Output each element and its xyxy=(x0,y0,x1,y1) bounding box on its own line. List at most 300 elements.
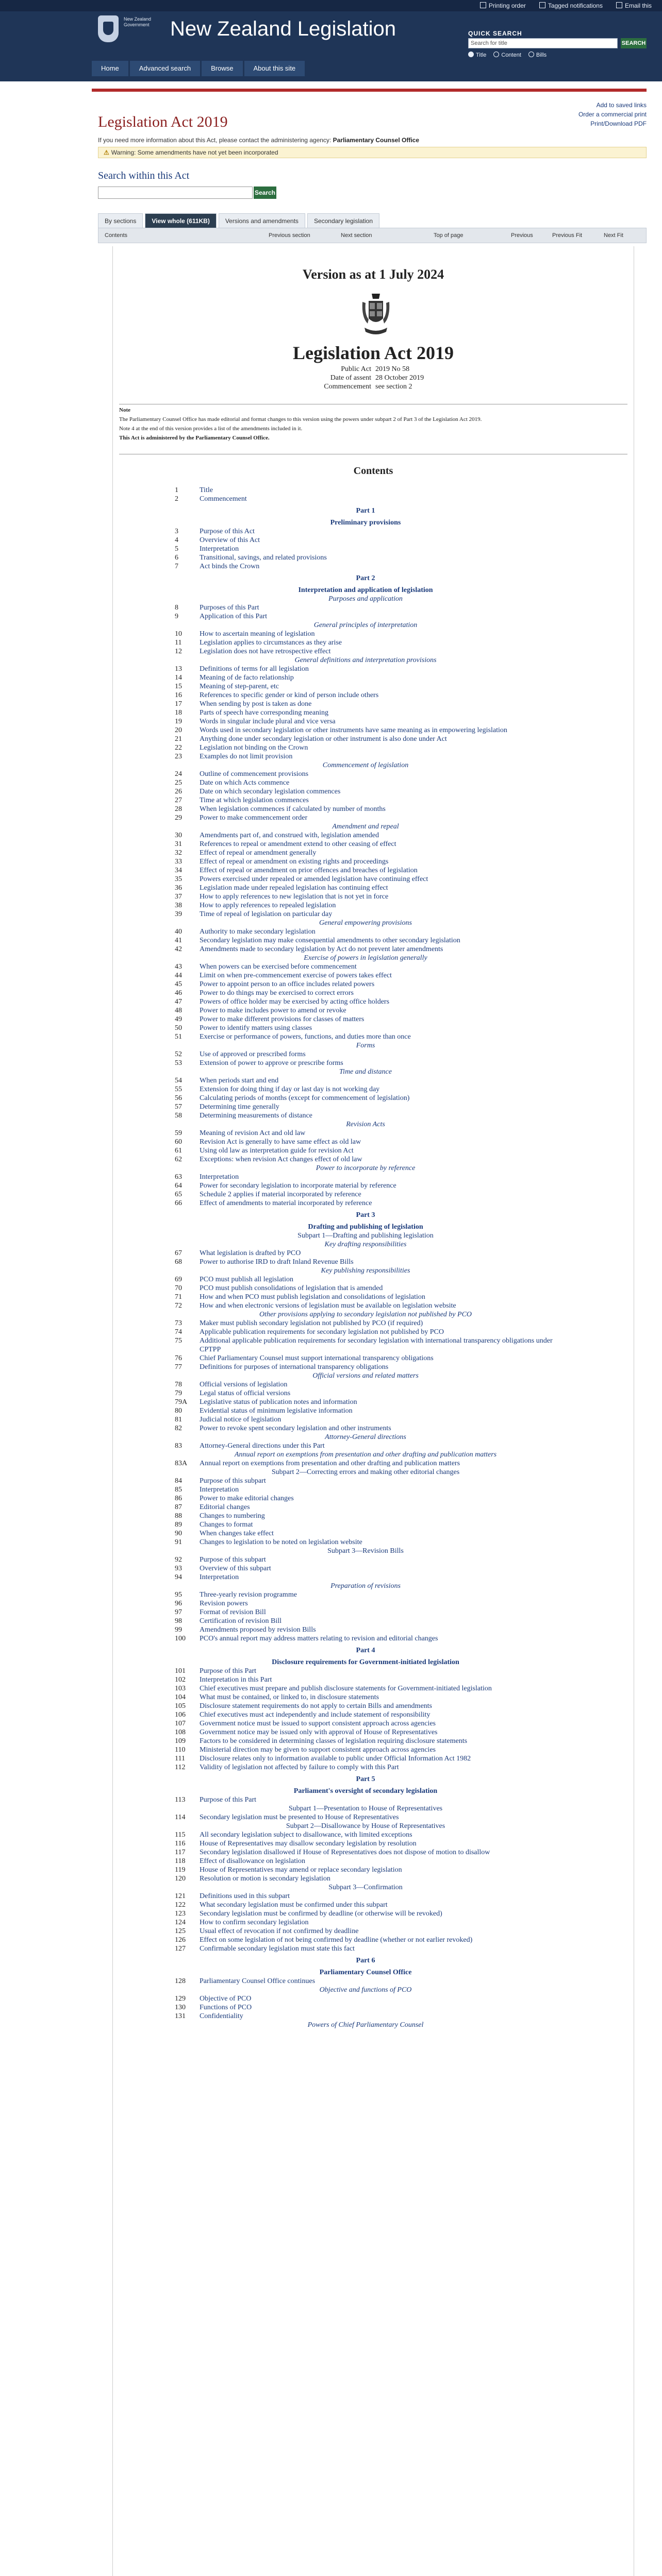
nav-home[interactable]: Home xyxy=(92,61,128,76)
toc-entry[interactable] xyxy=(175,927,556,936)
toc-section-title[interactable]: Evidential status of minimum legislative information xyxy=(200,1407,353,1415)
toc-part-heading[interactable]: Part 5 xyxy=(356,1775,375,1783)
toc-section-title[interactable]: Purpose of this Part xyxy=(200,1667,257,1675)
toc-section-title[interactable]: How to apply references to new legislation that is not yet in force xyxy=(200,893,389,901)
toc-part-heading[interactable]: Interpretation and application of legislation xyxy=(298,586,433,594)
order-print-link[interactable]: Order a commercial print xyxy=(578,111,647,118)
toc-section-title[interactable]: Validity of legislation not affected by failure to comply with this Part xyxy=(200,1764,399,1771)
toc-part-heading[interactable]: Part 4 xyxy=(356,1647,375,1654)
toc-section-title[interactable]: How and when PCO must publish legislation and consolidations of legislation xyxy=(200,1293,425,1301)
tab-secondary-legislation[interactable]: Secondary legislation xyxy=(307,213,379,228)
toc-section-title[interactable]: Judicial notice of legislation xyxy=(200,1416,282,1423)
toc-entry[interactable] xyxy=(175,1503,556,1512)
toc-section-title[interactable]: All secondary legislation subject to disallowance, with limited exceptions xyxy=(200,1831,412,1839)
toc-entry[interactable] xyxy=(175,1173,556,1181)
toc-entry[interactable] xyxy=(175,1363,556,1371)
toc-section-title[interactable]: Date on which secondary legislation commences xyxy=(200,788,341,795)
toc-section-title[interactable]: Calculating periods of months (except for commencement of legislation) xyxy=(200,1094,410,1102)
toc-entry[interactable] xyxy=(175,717,556,726)
toc-entry[interactable] xyxy=(175,1398,556,1406)
quick-search-input[interactable]: Search for title xyxy=(468,38,618,48)
toc-entry[interactable] xyxy=(175,1813,556,1822)
toc-part-heading[interactable]: Disclosure requirements for Government-initiated legislation xyxy=(272,1658,459,1666)
toc-entry[interactable] xyxy=(175,1684,556,1693)
admin-agency[interactable]: Parliamentary Counsel Office xyxy=(333,137,419,144)
toc-section-title[interactable]: Editorial changes xyxy=(200,1503,250,1511)
toc-entry[interactable] xyxy=(175,735,556,743)
toc-subpart-heading[interactable]: Subpart 1—Presentation to House of Representatives xyxy=(288,1805,443,1812)
next-fit-link[interactable]: Next Fit xyxy=(604,232,623,239)
toc-section-title[interactable]: Definitions for purposes of international transparency obligations xyxy=(200,1363,389,1371)
search-within-button[interactable]: Search xyxy=(254,187,276,199)
toc-section-title[interactable]: Legal status of official versions xyxy=(200,1389,291,1397)
nav-browse[interactable]: Browse xyxy=(202,61,242,76)
previous-section-link[interactable]: Previous section xyxy=(269,232,310,239)
toc-entry[interactable] xyxy=(175,875,556,884)
toc-entry[interactable] xyxy=(175,1909,556,1918)
toc-entry[interactable] xyxy=(175,536,556,545)
toc-entry[interactable] xyxy=(175,1857,556,1866)
toc-section-title[interactable]: Legislative status of publication notes and information xyxy=(200,1398,357,1406)
toc-entry[interactable] xyxy=(175,1155,556,1164)
toc-entry[interactable] xyxy=(175,997,556,1006)
toc-entry[interactable] xyxy=(175,1512,556,1520)
toc-section-title[interactable]: How and when electronic versions of legislation must be available on legislation website xyxy=(200,1302,456,1310)
toc-entry[interactable] xyxy=(175,1538,556,1547)
toc-section-title[interactable]: Confirmable secondary legislation must state this fact xyxy=(200,1945,355,1953)
toc-section-title[interactable]: Annual report on exemptions from presentation and other drafting and publication matters xyxy=(200,1460,460,1467)
toc-entry[interactable] xyxy=(175,1892,556,1901)
toc-entry[interactable] xyxy=(175,1667,556,1675)
toc-section-title[interactable]: Overview of this Act xyxy=(200,536,260,544)
toc-section-title[interactable]: Purpose of this Part xyxy=(200,1796,257,1804)
toc-section-title[interactable]: Secondary legislation disallowed if House of Representatives does not dispose of motion to disallow xyxy=(200,1849,490,1856)
toc-entry[interactable] xyxy=(175,486,556,495)
toc-section-title[interactable]: Legislation not binding on the Crown xyxy=(200,744,308,752)
toc-section-title[interactable]: Words in singular include plural and vice versa xyxy=(200,718,336,725)
toc-entry[interactable] xyxy=(175,1006,556,1015)
toc-entry[interactable] xyxy=(175,1319,556,1328)
toc-section-title[interactable]: Exceptions: when revision Act changes effect of old law xyxy=(200,1156,362,1163)
toc-section-title[interactable]: Chief executives must act independently and include statement of responsibility xyxy=(200,1711,431,1719)
toc-section-title[interactable]: PCO's annual report may address matters relating to revision and editorial changes xyxy=(200,1635,438,1642)
toc-section-title[interactable]: Amendments part of, and construed with, legislation amended xyxy=(200,832,379,839)
toc-section-title[interactable]: Power to make includes power to amend or revoke xyxy=(200,1007,346,1014)
toc-entry[interactable] xyxy=(175,553,556,562)
toc-section-title[interactable]: Amendments made to secondary legislation by Act do not prevent later amendments xyxy=(200,945,443,953)
toc-section-title[interactable]: Limit on when pre-commencement exercise of powers takes effect xyxy=(200,972,392,979)
toc-section-title[interactable]: Ministerial direction may be given to support consistent approach across agencies xyxy=(200,1746,436,1754)
toc-entry[interactable] xyxy=(175,1901,556,1909)
toc-section-title[interactable]: Disclosure relates only to information available to public under Official Information Act 1982 xyxy=(200,1755,471,1762)
toc-entry[interactable] xyxy=(175,1050,556,1059)
toc-entry[interactable] xyxy=(175,682,556,691)
toc-subheading[interactable]: General empowering provisions xyxy=(319,919,412,927)
toc-entry[interactable] xyxy=(175,1737,556,1745)
toc-section-title[interactable]: House of Representatives may disallow secondary legislation by resolution xyxy=(200,1840,417,1848)
toc-entry[interactable] xyxy=(175,1415,556,1424)
toc-entry[interactable] xyxy=(175,840,556,849)
option-title[interactable]: Title xyxy=(468,52,486,58)
nav-about[interactable]: About this site xyxy=(244,61,305,76)
toc-section-title[interactable]: Commencement xyxy=(200,495,247,503)
toc-entry[interactable] xyxy=(175,1977,556,1986)
toc-section-title[interactable]: Applicable publication requirements for secondary legislation not published by PCO xyxy=(200,1328,444,1336)
toc-entry[interactable] xyxy=(175,1146,556,1155)
toc-subpart-heading[interactable]: Subpart 3—Revision Bills xyxy=(327,1547,404,1555)
toc-section-title[interactable]: Disclosure statement requirements do not apply to certain Bills and amendments xyxy=(200,1702,433,1710)
toc-subheading[interactable]: Key drafting responsibilities xyxy=(324,1241,407,1248)
toc-section-title[interactable]: Additional applicable publication requirements for secondary legislation with international transparency obligations under CPTPP xyxy=(200,1337,553,1353)
tab-versions[interactable]: Versions and amendments xyxy=(219,213,305,228)
toc-section-title[interactable]: Effect of repeal or amendment on existing rights and proceedings xyxy=(200,858,389,866)
previous-fit-link[interactable]: Previous Fit xyxy=(552,232,583,239)
toc-section-title[interactable]: Transitional, savings, and related provisions xyxy=(200,554,327,562)
toc-part-heading[interactable]: Preliminary provisions xyxy=(330,519,401,527)
toc-section-title[interactable]: When legislation commences if calculated by number of months xyxy=(200,805,386,813)
toc-subheading[interactable]: Forms xyxy=(356,1042,375,1049)
toc-entry[interactable] xyxy=(175,910,556,919)
toc-part-heading[interactable]: Drafting and publishing of legislation xyxy=(308,1223,423,1231)
toc-entry[interactable] xyxy=(175,857,556,866)
toc-entry[interactable] xyxy=(175,1354,556,1363)
toc-entry[interactable] xyxy=(175,638,556,647)
toc-section-title[interactable]: Confidentiality xyxy=(200,2012,243,2020)
toc-entry[interactable] xyxy=(175,1328,556,1336)
toc-section-title[interactable]: Purpose of this subpart xyxy=(200,1477,266,1485)
toc-section-title[interactable]: Interpretation xyxy=(200,1486,239,1494)
toc-section-title[interactable]: What must be contained, or linked to, in disclosure statements xyxy=(200,1693,379,1701)
add-saved-link[interactable]: Add to saved links xyxy=(596,101,647,109)
toc-section-title[interactable]: Outline of commencement provisions xyxy=(200,770,309,778)
toc-section-title[interactable]: Words used in secondary legislation or other instruments have same meaning as in empowering legislation xyxy=(200,726,507,734)
toc-subpart-heading[interactable]: Subpart 2—Correcting errors and making other editorial changes xyxy=(271,1468,460,1476)
tab-view-whole[interactable]: View whole (611KB) xyxy=(145,213,216,228)
toc-entry[interactable] xyxy=(175,980,556,989)
toc-section-title[interactable]: References to specific gender or kind of person include others xyxy=(200,691,379,699)
toc-entry[interactable] xyxy=(175,1032,556,1041)
toc-section-title[interactable]: House of Representatives may amend or replace secondary legislation xyxy=(200,1866,402,1874)
toc-section-title[interactable]: When changes take effect xyxy=(200,1530,274,1537)
toc-section-title[interactable]: Legislation made under repealed legislation has continuing effect xyxy=(200,884,388,892)
toc-section-title[interactable]: Government notice must be issued to support consistent approach across agencies xyxy=(200,1720,436,1727)
toc-part-heading[interactable]: Part 2 xyxy=(356,574,375,582)
toc-section-title[interactable]: Power to do things may be exercised to correct errors xyxy=(200,989,354,997)
toc-section-title[interactable]: Attorney-General directions under this Part xyxy=(200,1442,325,1450)
toc-entry[interactable] xyxy=(175,1103,556,1111)
toc-section-title[interactable]: Anything done under secondary legislation or other instrument is also done under Act xyxy=(200,735,447,743)
toc-entry[interactable] xyxy=(175,1944,556,1953)
toc-section-title[interactable]: Parts of speech have corresponding meaning xyxy=(200,709,328,717)
toc-entry[interactable] xyxy=(175,1406,556,1415)
toc-subpart-heading[interactable]: Subpart 3—Confirmation xyxy=(328,1884,403,1891)
toc-entry[interactable] xyxy=(175,527,556,536)
toc-section-title[interactable]: Extension for doing thing if day or last day is not working day xyxy=(200,1086,380,1093)
toc-section-title[interactable]: Title xyxy=(200,486,213,494)
toc-subheading[interactable]: Revision Acts xyxy=(346,1121,385,1128)
toc-entry[interactable] xyxy=(175,1293,556,1301)
toc-entry[interactable] xyxy=(175,1599,556,1608)
toc-entry[interactable] xyxy=(175,1085,556,1094)
toc-entry[interactable] xyxy=(175,2012,556,2021)
toc-entry[interactable] xyxy=(175,796,556,805)
toc-entry[interactable] xyxy=(175,1181,556,1190)
toc-entry[interactable] xyxy=(175,1380,556,1389)
toc-section-title[interactable]: When periods start and end xyxy=(200,1077,279,1084)
toc-subheading[interactable]: General definitions and interpretation provisions xyxy=(294,656,437,664)
toc-entry[interactable] xyxy=(175,971,556,980)
toc-entry[interactable] xyxy=(175,805,556,814)
toc-entry[interactable] xyxy=(175,752,556,761)
toc-entry[interactable] xyxy=(175,1190,556,1199)
toc-entry[interactable] xyxy=(175,545,556,553)
toc-entry[interactable] xyxy=(175,1076,556,1085)
toc-entry[interactable] xyxy=(175,1015,556,1024)
toc-section-title[interactable]: Legislation applies to circumstances as they arise xyxy=(200,639,342,647)
toc-part-heading[interactable]: Parliament's oversight of secondary legislation xyxy=(293,1787,438,1795)
toc-section-title[interactable]: Effect of repeal or amendment on prior offences and breaches of legislation xyxy=(200,867,418,874)
toc-entry[interactable] xyxy=(175,1625,556,1634)
toc-entry[interactable] xyxy=(175,1745,556,1754)
contents-link[interactable]: Contents xyxy=(105,232,128,239)
toc-section-title[interactable]: Determining time generally xyxy=(200,1103,279,1111)
toc-section-title[interactable]: Interpretation xyxy=(200,1173,239,1181)
toc-entry[interactable] xyxy=(175,1719,556,1728)
toc-entry[interactable] xyxy=(175,665,556,673)
toc-section-title[interactable]: Changes to format xyxy=(200,1521,253,1529)
toc-entry[interactable] xyxy=(175,1936,556,1944)
toc-section-title[interactable]: Date on which Acts commence xyxy=(200,779,290,787)
toc-section-title[interactable]: Changes to numbering xyxy=(200,1512,265,1520)
toc-entry[interactable] xyxy=(175,1702,556,1710)
toc-entry[interactable] xyxy=(175,1728,556,1737)
toc-entry[interactable] xyxy=(175,814,556,822)
toc-entry[interactable] xyxy=(175,1529,556,1538)
toc-entry[interactable] xyxy=(175,726,556,735)
toc-entry[interactable] xyxy=(175,1424,556,1433)
toc-entry[interactable] xyxy=(175,1284,556,1293)
toc-entry[interactable] xyxy=(175,1059,556,1067)
toc-section-title[interactable]: Definitions used in this subpart xyxy=(200,1892,290,1900)
toc-part-heading[interactable]: Part 3 xyxy=(356,1211,375,1219)
toc-subheading[interactable]: Commencement of legislation xyxy=(322,761,409,769)
tagged-notifications-link[interactable]: Tagged notifications xyxy=(539,2,603,9)
toc-entry[interactable] xyxy=(175,1199,556,1208)
toc-entry[interactable] xyxy=(175,1918,556,1927)
toc-entry[interactable] xyxy=(175,691,556,700)
toc-entry[interactable] xyxy=(175,1138,556,1146)
toc-section-title[interactable]: Purpose of this subpart xyxy=(200,1556,266,1564)
toc-entry[interactable] xyxy=(175,1477,556,1485)
toc-entry[interactable] xyxy=(175,1442,556,1450)
toc-entry[interactable] xyxy=(175,1258,556,1266)
toc-entry[interactable] xyxy=(175,1336,556,1354)
toc-section-title[interactable]: Purposes of this Part xyxy=(200,604,259,612)
toc-section-title[interactable]: Meaning of de facto relationship xyxy=(200,674,294,682)
toc-section-title[interactable]: Power to make different provisions for classes of matters xyxy=(200,1015,365,1023)
toc-entry[interactable] xyxy=(175,1520,556,1529)
toc-section-title[interactable]: Definitions of terms for all legislation xyxy=(200,665,309,673)
toc-subpart-heading[interactable]: Subpart 2—Disallowance by House of Representatives xyxy=(286,1822,445,1830)
toc-section-title[interactable]: Official versions of legislation xyxy=(200,1381,288,1388)
toc-entry[interactable] xyxy=(175,1848,556,1857)
toc-entry[interactable] xyxy=(175,770,556,778)
quick-search-button[interactable]: SEARCH xyxy=(621,38,647,48)
toc-section-title[interactable]: Interpretation xyxy=(200,1573,239,1581)
toc-section-title[interactable]: What legislation is drafted by PCO xyxy=(200,1249,301,1257)
toc-section-title[interactable]: Powers exercised under repealed or amended legislation have continuing effect xyxy=(200,875,428,883)
toc-entry[interactable] xyxy=(175,1301,556,1310)
toc-section-title[interactable]: Exercise or performance of powers, functions, and duties more than once xyxy=(200,1033,411,1041)
toc-entry[interactable] xyxy=(175,1564,556,1573)
toc-entry[interactable] xyxy=(175,1927,556,1936)
toc-section-title[interactable]: Determining measurements of distance xyxy=(200,1112,312,1120)
toc-section-title[interactable]: How to ascertain meaning of legislation xyxy=(200,630,315,638)
toc-section-title[interactable]: Meaning of step-parent, etc xyxy=(200,683,279,690)
toc-entry[interactable] xyxy=(175,901,556,910)
toc-section-title[interactable]: Power for secondary legislation to incorporate material by reference xyxy=(200,1182,396,1190)
toc-section-title[interactable]: References to repeal or amendment extend to other ceasing of effect xyxy=(200,840,396,848)
toc-entry[interactable] xyxy=(175,562,556,571)
toc-entry[interactable] xyxy=(175,1866,556,1874)
toc-section-title[interactable]: Interpretation in this Part xyxy=(200,1676,272,1684)
toc-entry[interactable] xyxy=(175,787,556,796)
toc-entry[interactable] xyxy=(175,1795,556,1804)
toc-section-title[interactable]: Secondary legislation may make consequential amendments to other secondary legislation xyxy=(200,937,460,944)
toc-section-title[interactable]: Format of revision Bill xyxy=(200,1608,266,1616)
toc-section-title[interactable]: How to confirm secondary legislation xyxy=(200,1919,309,1926)
toc-subheading[interactable]: Annual report on exemptions from presentation and other drafting and publication matters xyxy=(234,1451,497,1459)
toc-subheading[interactable]: Amendment and repeal xyxy=(332,823,399,831)
toc-section-title[interactable]: When sending by post is taken as done xyxy=(200,700,312,708)
next-section-link[interactable]: Next section xyxy=(341,232,372,239)
toc-entry[interactable] xyxy=(175,1389,556,1398)
toc-section-title[interactable]: What secondary legislation must be confirmed under this subpart xyxy=(200,1901,388,1909)
toc-section-title[interactable]: Use of approved or prescribed forms xyxy=(200,1050,306,1058)
toc-section-title[interactable]: Power to make editorial changes xyxy=(200,1495,294,1502)
toc-entry[interactable] xyxy=(175,708,556,717)
toc-section-title[interactable]: Certification of revision Bill xyxy=(200,1617,282,1625)
option-bills[interactable]: Bills xyxy=(528,52,547,58)
toc-entry[interactable] xyxy=(175,1994,556,2003)
toc-entry[interactable] xyxy=(175,673,556,682)
toc-section-title[interactable]: Chief Parliamentary Counsel must support international transparency obligations xyxy=(200,1354,434,1362)
option-content[interactable]: Content xyxy=(493,52,521,58)
toc-section-title[interactable]: PCO must publish consolidations of legislation that is amended xyxy=(200,1284,383,1292)
toc-subheading[interactable]: Time and distance xyxy=(339,1068,392,1076)
toc-section-title[interactable]: PCO must publish all legislation xyxy=(200,1276,294,1283)
nav-advanced-search[interactable]: Advanced search xyxy=(130,61,200,76)
toc-entry[interactable] xyxy=(175,866,556,875)
toc-entry[interactable] xyxy=(175,1249,556,1258)
toc-entry[interactable] xyxy=(175,1555,556,1564)
toc-section-title[interactable]: Secondary legislation must be presented to House of Representatives xyxy=(200,1814,399,1821)
toc-subheading[interactable]: Attorney-General directions xyxy=(325,1433,406,1441)
toc-section-title[interactable]: Resolution or motion is secondary legislation xyxy=(200,1875,330,1883)
toc-section-title[interactable]: Revision powers xyxy=(200,1600,248,1607)
toc-entry[interactable] xyxy=(175,1634,556,1643)
toc-entry[interactable] xyxy=(175,1590,556,1599)
toc-entry[interactable] xyxy=(175,495,556,503)
toc-section-title[interactable]: Power to identify matters using classes xyxy=(200,1024,312,1032)
toc-subheading[interactable]: Power to incorporate by reference xyxy=(316,1164,416,1172)
toc-entry[interactable] xyxy=(175,1675,556,1684)
toc-section-title[interactable]: Effect of repeal or amendment generally xyxy=(200,849,317,857)
toc-section-title[interactable]: Amendments proposed by revision Bills xyxy=(200,1626,316,1634)
toc-section-title[interactable]: Powers of office holder may be exercised by acting office holders xyxy=(200,998,390,1006)
toc-section-title[interactable]: Revision Act is generally to have same effect as old law xyxy=(200,1138,361,1146)
toc-section-title[interactable]: When powers can be exercised before commencement xyxy=(200,963,357,971)
toc-section-title[interactable]: Schedule 2 applies if material incorporated by reference xyxy=(200,1191,361,1198)
toc-section-title[interactable]: Examples do not limit provision xyxy=(200,753,293,760)
toc-entry[interactable] xyxy=(175,1693,556,1702)
printing-order-link[interactable]: Printing order xyxy=(480,2,526,9)
toc-entry[interactable] xyxy=(175,892,556,901)
toc-entry[interactable] xyxy=(175,1275,556,1284)
toc-part-heading[interactable]: Parliamentary Counsel Office xyxy=(319,1969,412,1976)
toc-section-title[interactable]: Power to authorise IRD to draft Inland Revenue Bills xyxy=(200,1258,354,1266)
toc-section-title[interactable]: Government notice may be issued only with approval of House of Representatives xyxy=(200,1728,438,1736)
toc-entry[interactable] xyxy=(175,630,556,638)
toc-section-title[interactable]: Extension of power to approve or prescribe forms xyxy=(200,1059,343,1067)
toc-entry[interactable] xyxy=(175,2003,556,2012)
toc-section-title[interactable]: Usual effect of revocation if not confirmed by deadline xyxy=(200,1927,359,1935)
toc-entry[interactable] xyxy=(175,1754,556,1763)
toc-subheading[interactable]: Exercise of powers in legislation generally xyxy=(304,954,427,962)
toc-subheading[interactable]: Other provisions applying to secondary legislation not published by PCO xyxy=(259,1311,472,1318)
tab-by-sections[interactable]: By sections xyxy=(98,213,143,228)
toc-section-title[interactable]: Time of repeal of legislation on particular day xyxy=(200,910,333,918)
toc-entry[interactable] xyxy=(175,1573,556,1582)
toc-entry[interactable] xyxy=(175,647,556,656)
toc-section-title[interactable]: Functions of PCO xyxy=(200,2004,252,2011)
toc-entry[interactable] xyxy=(175,1494,556,1503)
toc-subheading[interactable]: Powers of Chief Parliamentary Counsel xyxy=(307,2021,424,2029)
email-this-link[interactable]: Email this xyxy=(616,2,652,9)
toc-section-title[interactable]: Power to make commencement order xyxy=(200,814,308,822)
toc-subheading[interactable]: General principles of interpretation xyxy=(313,621,418,629)
toc-entry[interactable] xyxy=(175,1874,556,1883)
toc-section-title[interactable]: Effect of amendments to material incorporated by reference xyxy=(200,1199,372,1207)
search-within-input[interactable] xyxy=(98,187,253,199)
toc-section-title[interactable]: Three-yearly revision programme xyxy=(200,1591,297,1599)
toc-entry[interactable] xyxy=(175,743,556,752)
toc-section-title[interactable]: How to apply references to repealed legislation xyxy=(200,902,336,909)
toc-section-title[interactable]: Effect of disallowance on legislation xyxy=(200,1857,306,1865)
toc-part-heading[interactable]: Part 6 xyxy=(356,1957,375,1964)
toc-section-title[interactable]: Interpretation xyxy=(200,545,239,553)
previous-link[interactable]: Previous xyxy=(511,232,533,239)
toc-entry[interactable] xyxy=(175,1111,556,1120)
toc-section-title[interactable]: Power to revoke spent secondary legislation and other instruments xyxy=(200,1425,391,1432)
top-of-page-link[interactable]: Top of page xyxy=(434,232,464,239)
toc-subheading[interactable]: Official versions and related matters xyxy=(312,1372,419,1380)
toc-entry[interactable] xyxy=(175,1839,556,1848)
toc-entry[interactable] xyxy=(175,1608,556,1617)
toc-entry[interactable] xyxy=(175,989,556,997)
toc-subheading[interactable]: Key publishing responsibilities xyxy=(321,1267,410,1275)
toc-entry[interactable] xyxy=(175,1459,556,1468)
toc-section-title[interactable]: Act binds the Crown xyxy=(200,563,260,570)
toc-section-title[interactable]: Power to appoint person to an office includes related powers xyxy=(200,980,375,988)
toc-section-title[interactable]: Secondary legislation must be confirmed by deadline (or otherwise will be revoked) xyxy=(200,1910,442,1918)
toc-entry[interactable] xyxy=(175,831,556,840)
toc-subpart-heading[interactable]: Subpart 1—Drafting and publishing legislation xyxy=(297,1232,434,1240)
toc-part-heading[interactable]: Part 1 xyxy=(356,507,375,515)
toc-section-title[interactable]: Effect on some legislation of not being confirmed by deadline (whether or not earlier revoked) xyxy=(200,1936,473,1944)
toc-entry[interactable] xyxy=(175,778,556,787)
toc-section-title[interactable]: Factors to be considered in determining classes of legislation requiring disclosure statements xyxy=(200,1737,468,1745)
